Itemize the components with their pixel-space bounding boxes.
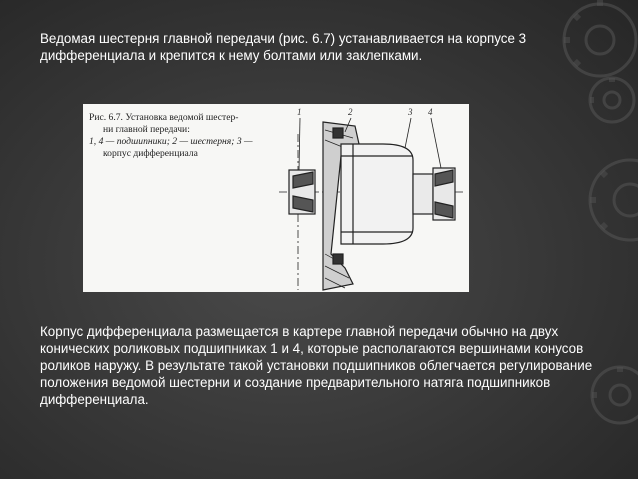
caption-line: ни главной передачи:: [103, 124, 190, 135]
part-number-2: 2: [348, 107, 353, 117]
part-number-3: 3: [408, 107, 413, 117]
figure-bearing-installation: [83, 104, 469, 292]
part-number-1: 1: [297, 107, 302, 117]
caption-line: корпус дифференциала: [103, 148, 198, 159]
caption-line: Рис. 6.7. Установка ведомой шестер-: [89, 112, 239, 123]
body-paragraph: Корпус дифференциала размещается в картере главной передачи обычно на двух конических роликовых подшипниках 1 и 4, которые располагаются вершинами конусов роликов наружу. В результате такой установки подшипников облегчается регулирование положения ведомой шестерни и создание предварительного натяга подшипников дифференциала.: [40, 324, 593, 407]
differential-drawing: [83, 104, 469, 292]
caption-line: 1, 4 — подшипники; 2 — шестерня; 3 —: [89, 136, 253, 147]
intro-paragraph: Ведомая шестерня главной передачи (рис. 6.7) устанавливается на корпусе 3 дифференциала и крепится к нему болтами или заклепками.: [40, 31, 527, 63]
part-number-4: 4: [428, 107, 433, 117]
